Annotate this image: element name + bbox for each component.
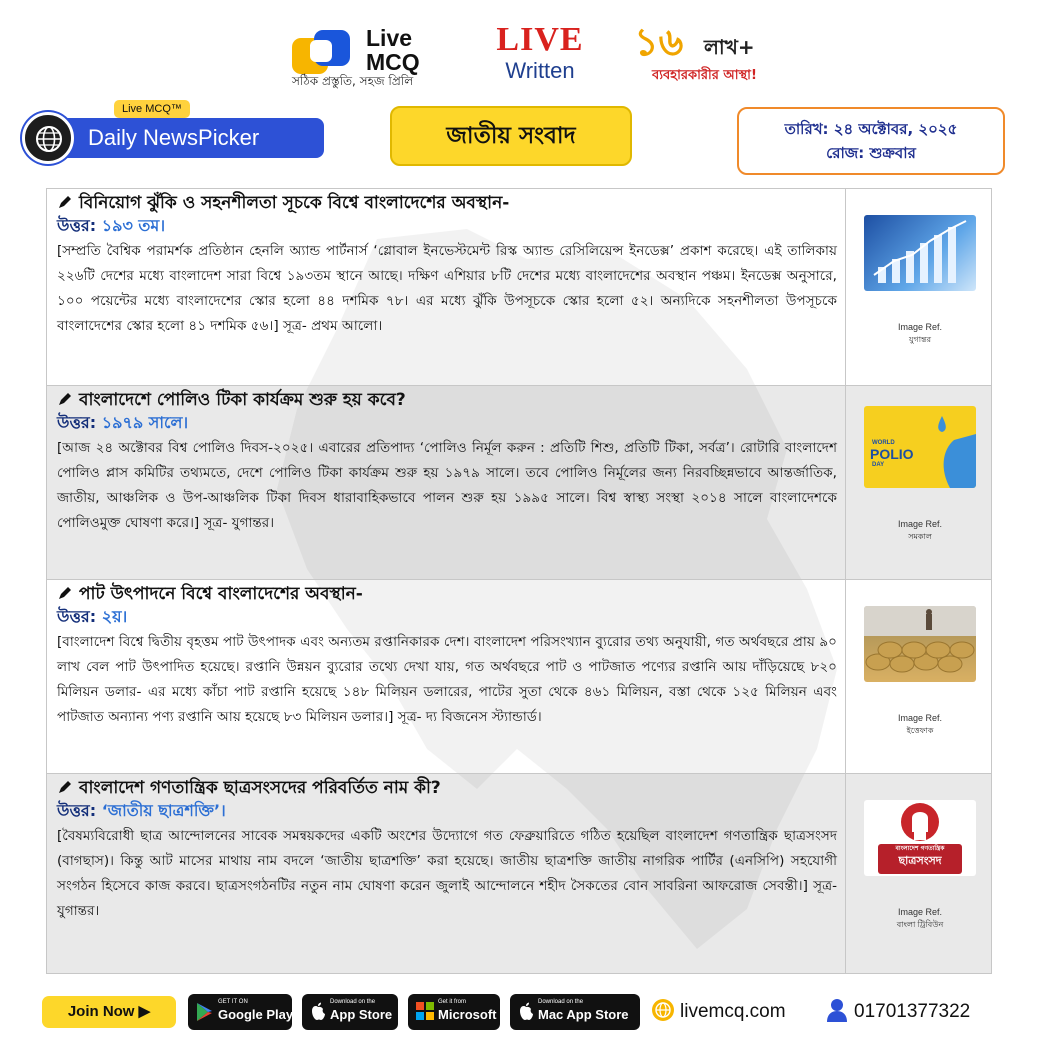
answer-label: উত্তর: xyxy=(57,216,97,235)
answer-value: ১৯৭৯ সালে। xyxy=(101,413,189,432)
explanation: [আজ ২৪ অক্টোবর বিশ্ব পোলিও দিবস-২০২৫। এবারের প্রতিপাদ্য ‘পোলিও নির্মূল করুন : প্রতিটি শিশু, প্রতিটি টিকা, সর্বত্র’। রোটারি বাংলাদেশ পোলিও প্লাস কমিটির তথ্যমতে, দেশে পোলিও টিকা কার্যক্রম শুরু হয় ১৯৭৯ সালে। তবে পোলিও নির্মূলের জন্য নিরবচ্ছিন্নভাবে আন্তর্জাতিক, জাতীয়, আঞ্চলিক ও উপ-আঞ্চলিক টিকা দিবস ধারাবাহিকভাবে পালন শুরু হয় ১৯৯৫ সালে। বিশ্ব স্বাস্থ্য সংস্থা ২০১৪ সালে বাংলাদেশকে পোলিওমুক্ত ঘোষণা করে।] সূত্র- যুগান্তর। xyxy=(57,440,837,531)
image-column xyxy=(845,580,992,773)
image-column xyxy=(845,774,992,974)
google-play-button[interactable]: GET IT ON Google Play xyxy=(188,994,292,1030)
section-title: জাতীয় সংবাদ xyxy=(390,106,632,166)
investment-growth-chart-image xyxy=(864,215,976,291)
app-store-button[interactable]: Download on the App Store xyxy=(302,994,398,1030)
footer xyxy=(0,990,1040,1036)
question: বাংলাদেশ গণতান্ত্রিক ছাত্রসংসদের পরিবর্তিত নাম কী? xyxy=(57,776,837,800)
image-column xyxy=(845,386,992,579)
answer xyxy=(57,412,837,434)
date-box xyxy=(737,107,1005,175)
news-table xyxy=(46,188,992,974)
livemcq-tagline: সঠিক প্রস্তুতি, সহজ প্রিলি xyxy=(292,74,414,88)
news-item-text xyxy=(57,191,837,381)
answer-label: উত্তর: xyxy=(57,413,97,432)
image-ref-source: সমকাল xyxy=(908,532,932,541)
question: বাংলাদেশে পোলিও টিকা কার্যক্রম শুরু হয় কবে? xyxy=(57,388,837,412)
answer-value: ‘জাতীয় ছাত্রশক্তি’। xyxy=(101,801,226,820)
news-item-text xyxy=(57,388,837,578)
answer-value: ২য়। xyxy=(101,607,128,626)
question: পাট উৎপাদনে বিশ্বে বাংলাদেশের অবস্থান- xyxy=(57,582,837,606)
live-written-line1: LIVE xyxy=(496,21,584,58)
google-play-icon xyxy=(196,1002,214,1022)
users-subtitle: ব্যবহারকারীর আস্থা! xyxy=(652,68,757,83)
date-line: তারিখ: ২৪ অক্টোবর, ২০২৫ xyxy=(784,120,958,138)
users-suffix: লাখ+ xyxy=(704,35,755,59)
mac-app-store-button[interactable]: Download on the Mac App Store xyxy=(510,994,640,1030)
livemcq-wordmark: Live MCQ xyxy=(366,25,420,75)
explanation: [বাংলাদেশ বিশ্বে দ্বিতীয় বৃহত্তম পাট উৎপাদক এবং অন্যতম রপ্তানিকারক দেশ। বাংলাদেশ পরিসংখ্যান ব্যুরোর তথ্য অনুযায়ী, গত অর্থবছরে প্রায় ৯০ লাখ বেল পাট উৎপাদিত হয়েছে। রপ্তানি উন্নয়ন ব্যুরোর তথ্যে দেখা যায়, গত অর্থবছরে পাট ও পাটজাত পণ্যের রপ্তানি আয় দাঁড়িয়েছে ৮২০ মিলিয়ন ডলার- এর মধ্যে কাঁচা পাট রপ্তানি হয়েছে ১৪৮ মিলিয়ন ডলারের, পাটের সুতা থেকে ৪৬১ মিলিয়ন, বস্তা থেকে ১২৫ মিলিয়ন এবং পাটজাত অন্যান্য পণ্য রপ্তানি আয় হয়েছে ৮৩ মিলিয়ন ডলার।] সূত্র- দ্য বিজনেস স্ট্যান্ডার্ড। xyxy=(57,634,837,725)
pen-icon xyxy=(57,391,73,407)
image-ref-label: Image Ref. xyxy=(897,519,943,529)
image-ref-label: Image Ref. xyxy=(897,713,943,723)
website-link[interactable] xyxy=(652,996,786,1028)
image-ref-label: Image Ref. xyxy=(897,907,943,917)
explanation: [সম্প্রতি বৈশ্বিক পরামর্শক প্রতিষ্ঠান হেনলি অ্যান্ড পার্টনার্স ‘গ্লোবাল ইনভেস্টমেন্ট রিস্ক অ্যান্ড রেসিলিয়েন্স ইনডেক্স’ প্রকাশ করেছে। এই তালিকায় ২২৬টি দেশের মধ্যে বাংলাদেশ সারা বিশ্বে ১৯৩তম স্থানে আছে। দক্ষিণ এশিয়ার ৮টি দেশের মধ্যে বাংলাদেশের অবস্থান পঞ্চম। ইনডেক্স অনুসারে, ১০০ পয়েন্টের মধ্যে বাংলাদেশের স্কোর হলো ৪৪ দশমিক ৭৮। এর মধ্যে ঝুঁকি উপসূচকে স্কোর হলো ৫২। অন্যদিকে সহনশীলতা উপসূচকে বাংলাদেশের স্কোর হলো ৪১ দশমিক ৫৬।] সূত্র- প্রথম আলো। xyxy=(57,243,837,334)
globe-icon xyxy=(652,999,674,1021)
day-line: রোজ: শুক্রবার xyxy=(826,144,916,162)
jute-bundles-image xyxy=(864,606,976,682)
pen-icon xyxy=(57,194,73,210)
daily-newspicker-brand xyxy=(22,100,327,164)
user-icon xyxy=(826,998,848,1022)
apple-icon xyxy=(310,1002,326,1022)
microsoft-store-button[interactable]: Get it from Microsoft xyxy=(408,994,500,1030)
live-written-line2: Written xyxy=(505,58,575,83)
live-written-logo[interactable] xyxy=(494,22,586,92)
explanation: [বৈষম্যবিরোধী ছাত্র আন্দোলনের সাবেক সমন্বয়কদের একটি অংশের উদ্যোগে গত ফেব্রুয়ারিতে গঠিত হয়েছিল বাংলাদেশ গণতান্ত্রিক ছাত্রসংসদ (বাগছাস)। কিন্তু আট মাসের মাথায় নাম বদলে ‘জাতীয় ছাত্রশক্তি’ করা হয়েছে। জাতীয় ছাত্রশক্তি জাতীয় নাগরিক পার্টির (এনসিপি) সহযোগী সংগঠন হিসেবে কাজ করবে। ছাত্রসংগঠনটির নতুন নাম ঘোষণা করেন জুলাই আন্দোলনে শহীদ সৈকতের বোন সাবরিনা আফরোজ সেবন্তী।] সূত্র- যুগান্তর। xyxy=(57,828,837,919)
news-item-2 xyxy=(47,386,992,580)
livemcq-logo[interactable] xyxy=(290,24,450,94)
answer xyxy=(57,800,837,822)
website-text: livemcq.com xyxy=(680,1001,786,1022)
pen-icon xyxy=(57,585,73,601)
answer-value: ১৯৩ তম। xyxy=(101,216,166,235)
image-ref-source: ইত্তেফাক xyxy=(906,726,934,735)
pen-icon xyxy=(57,779,73,795)
users-count: ১৬ xyxy=(634,20,684,64)
world-polio-day-image: WORLD POLIO DAY xyxy=(864,406,976,488)
phone-number: 01701377322 xyxy=(854,1001,971,1022)
news-item-1 xyxy=(47,189,992,386)
image-column xyxy=(845,189,992,385)
question: বিনিয়োগ ঝুঁকি ও সহনশীলতা সূচকে বিশ্বে বাংলাদেশের অবস্থান- xyxy=(57,191,837,215)
image-ref-source: যুগান্তর xyxy=(908,335,932,344)
answer-label: উত্তর: xyxy=(57,801,97,820)
apple-icon xyxy=(518,1002,534,1022)
news-item-text xyxy=(57,776,837,966)
phone-contact[interactable] xyxy=(826,996,970,1028)
fist-logo-image: বাংলাদেশ গণতান্ত্রিক ছাত্রসংসদ xyxy=(864,800,976,876)
news-item-text xyxy=(57,582,837,772)
answer-label: উত্তর: xyxy=(57,607,97,626)
news-item-3 xyxy=(47,580,992,774)
microsoft-icon xyxy=(416,1002,434,1020)
globe-news-icon xyxy=(22,112,74,164)
answer xyxy=(57,606,837,628)
join-now-button[interactable]: Join Now ▶ xyxy=(42,996,176,1028)
image-ref-source: বাংলা ট্রিবিউন xyxy=(896,920,944,929)
answer xyxy=(57,215,837,237)
image-ref-label: Image Ref. xyxy=(897,322,943,332)
brand-badge: Live MCQ™ xyxy=(114,100,190,118)
users-badge xyxy=(634,22,784,92)
news-item-4 xyxy=(47,774,992,974)
brand-name: Daily NewsPicker xyxy=(88,125,260,150)
